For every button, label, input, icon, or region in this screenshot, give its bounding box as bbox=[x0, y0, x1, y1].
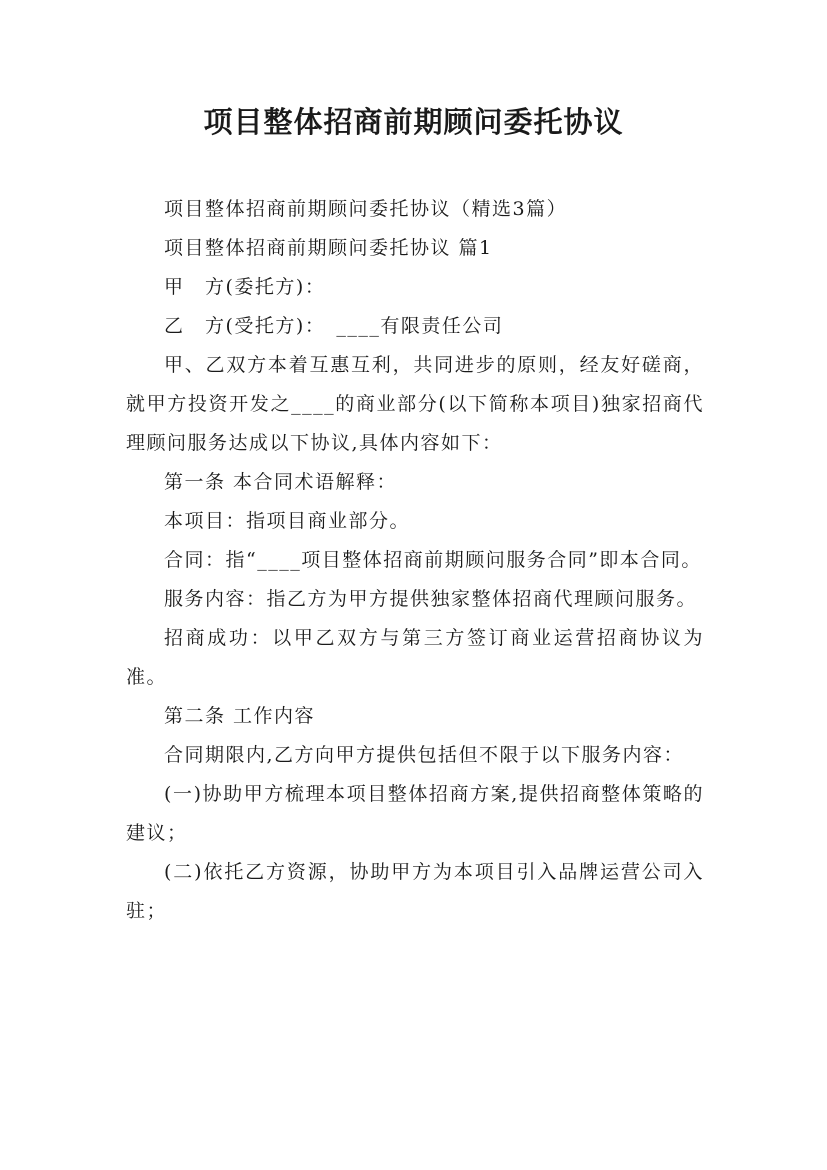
document-body bbox=[126, 190, 704, 931]
document-title: 项目整体招商前期顾问委托协议 bbox=[203, 105, 624, 139]
paragraph-heading: 项目整体招商前期顾问委托协议（精选3篇） bbox=[164, 198, 568, 220]
paragraph-scope: 合同期限内,乙方向甲方提供包括但不限于以下服务内容： bbox=[164, 744, 685, 766]
paragraph-preamble: 甲、乙双方本着互惠互利，共同进步的原则，经友好磋商，就甲方投资开发之____的商业部分(以下简称本项目)独家招商代理顾问服务达成以下协议,具体内容如下： bbox=[126, 354, 704, 454]
paragraph-article-2: 第二条 工作内容 bbox=[164, 705, 316, 727]
paragraph-item-1: (一)协助甲方梳理本项目整体招商方案,提供招商整体策略的建议； bbox=[126, 783, 704, 844]
paragraph-definition-service: 服务内容：指乙方为甲方提供独家整体招商代理顾问服务。 bbox=[164, 588, 698, 610]
paragraph-article-1: 第一条 本合同术语解释： bbox=[164, 471, 398, 493]
paragraph-party-a: 甲 方(委托方)： bbox=[164, 276, 326, 298]
paragraph-definition-success: 招商成功：以甲乙双方与第三方签订商业运营招商协议为准。 bbox=[126, 627, 704, 688]
paragraph-definition-contract: 合同：指“____项目整体招商前期顾问服务合同”即本合同。 bbox=[164, 549, 702, 571]
paragraph-section-title: 项目整体招商前期顾问委托协议 篇1 bbox=[164, 237, 493, 259]
paragraph-item-2: (二)依托乙方资源，协助甲方为本项目引入品牌运营公司入驻； bbox=[126, 861, 704, 922]
paragraph-definition-project: 本项目：指项目商业部分。 bbox=[164, 510, 411, 532]
paragraph-party-b: 乙 方(受托方)： ____有限责任公司 bbox=[164, 315, 504, 337]
